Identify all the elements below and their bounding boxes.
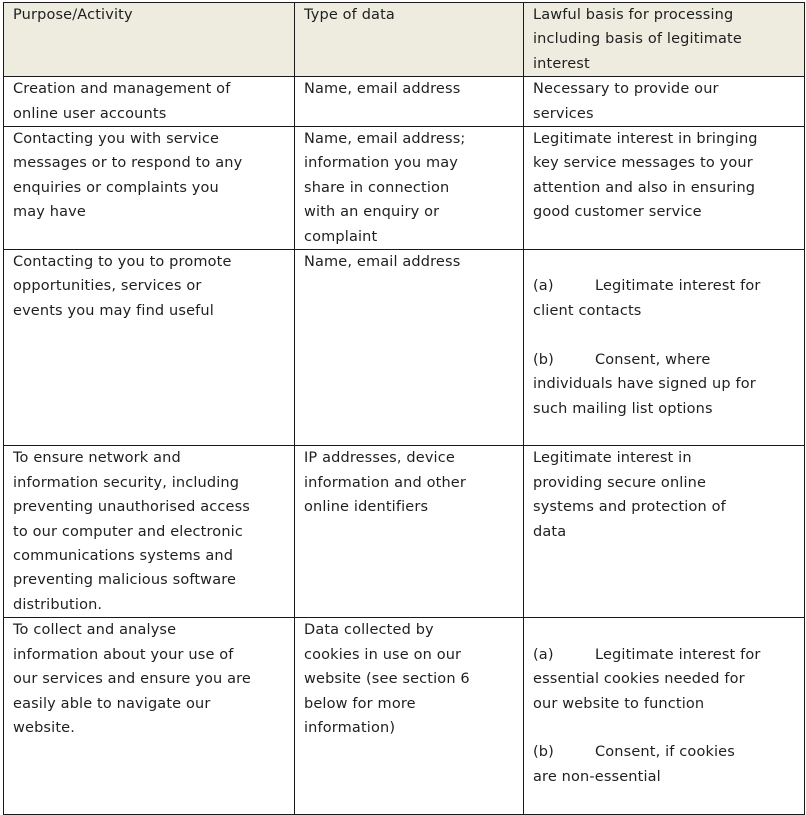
basis-item-a <box>533 643 796 716</box>
basis-item-text: Consent, if cookies are non-essential <box>533 744 735 785</box>
basis-item-text: Legitimate interest for essential cookies needed for our website to function <box>533 646 761 712</box>
header-type-of-data: Type of data <box>295 3 524 77</box>
data-type-cell: Data collected by cookies in use on our website (see section 6 below for more information) <box>295 618 524 814</box>
basis-item-text: Consent, where individuals have signed up for such mailing list options <box>533 351 756 417</box>
basis-item-label: (a) <box>533 278 554 295</box>
basis-item-text: Legitimate interest for client contacts <box>533 278 761 319</box>
lawful-basis-cell: Legitimate interest in bringing key service messages to your attention and also in ensuring good customer service <box>524 127 805 250</box>
basis-item-label: (b) <box>533 744 554 761</box>
purpose-cell: To ensure network and information security, including preventing unauthorised access to our computer and electronic communications systems and preventing malicious software distribution. <box>4 446 295 618</box>
header-purpose-activity: Purpose/Activity <box>4 3 295 77</box>
purpose-cell: Contacting to you to promote opportunities, services or events you may find useful <box>4 250 295 446</box>
purpose-cell: Creation and management of online user accounts <box>4 77 295 127</box>
header-lawful-basis: Lawful basis for processing including basis of legitimate interest <box>524 3 805 77</box>
lawful-basis-cell <box>524 250 805 446</box>
table-row <box>4 250 805 446</box>
basis-item-a <box>533 274 796 323</box>
purpose-cell: Contacting you with service messages or to respond to any enquiries or complaints you may have <box>4 127 295 250</box>
table-row <box>4 77 805 127</box>
table-row <box>4 618 805 814</box>
basis-item-b <box>533 348 796 421</box>
lawful-basis-cell: Necessary to provide our services <box>524 77 805 127</box>
basis-item-b <box>533 740 796 789</box>
table-row <box>4 127 805 250</box>
data-type-cell: Name, email address <box>295 250 524 446</box>
table-header-row <box>4 3 805 77</box>
basis-item-label: (a) <box>533 646 554 663</box>
table-row <box>4 446 805 618</box>
data-type-cell: Name, email address <box>295 77 524 127</box>
data-type-cell: IP addresses, device information and other online identifiers <box>295 446 524 618</box>
basis-item-label: (b) <box>533 351 554 368</box>
lawful-basis-table <box>3 2 805 815</box>
data-type-cell: Name, email address; information you may share in connection with an enquiry or complaint <box>295 127 524 250</box>
lawful-basis-cell: Legitimate interest in providing secure online systems and protection of data <box>524 446 805 618</box>
lawful-basis-cell <box>524 618 805 814</box>
purpose-cell: To collect and analyse information about your use of our services and ensure you are easily able to navigate our website. <box>4 618 295 814</box>
